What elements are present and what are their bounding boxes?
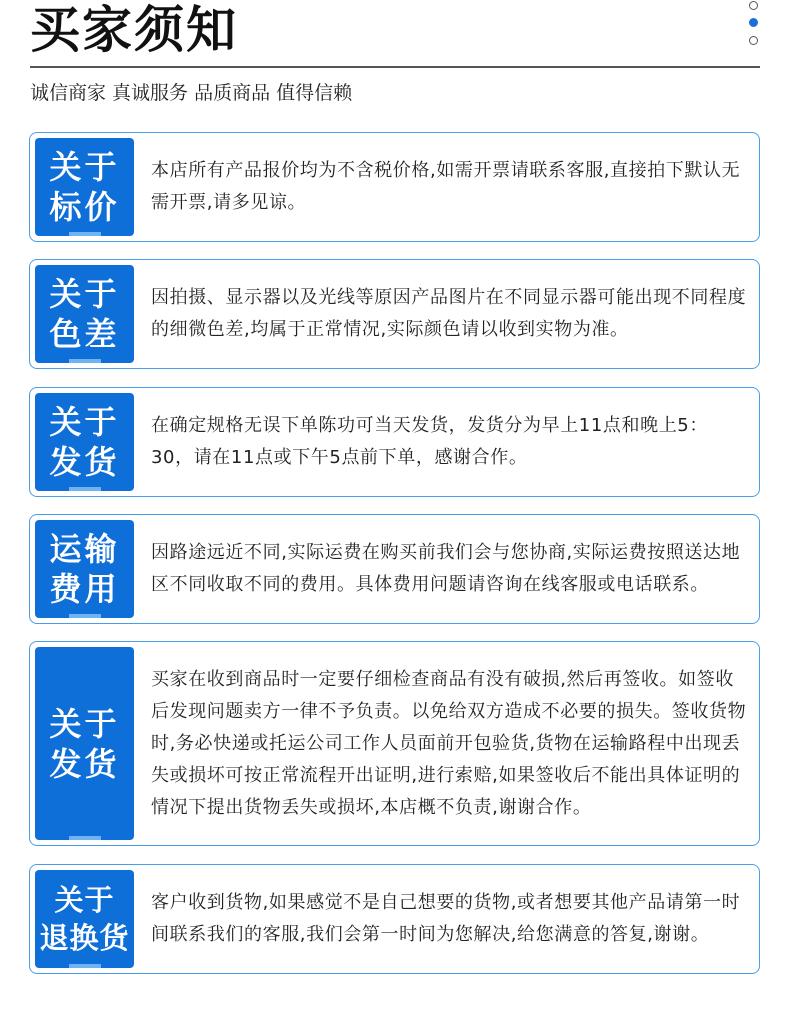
pagination-dot-1[interactable]	[749, 1, 758, 10]
card-label	[35, 265, 134, 363]
page-title: 买家须知	[30, 1, 238, 59]
notice-card-pricing	[29, 132, 760, 242]
card-label	[35, 520, 134, 618]
card-label-accent	[69, 614, 101, 618]
card-text: 客户收到货物,如果感觉不是自己想要的货物,或者想要其他产品请第一时间联系我们的客服,我们会第一时间为您解决,给您满意的答复,谢谢。	[151, 892, 741, 945]
card-text: 买家在收到商品时一定要仔细检查商品有没有破损,然后再签收。如签收后发现问题卖方一律不予负责。以免给双方造成不必要的损失。签收货物时,务必快递或托运公司工作人员面前开包验货,货物在运输路程中出现丢失或损坏可按正常流程开出证明,进行索赔,如果签收后不能出具体证明的情况下提出货物丢失或损坏,本店概不负责,谢谢合作。	[151, 668, 747, 818]
notice-card-returns	[29, 864, 760, 974]
notice-card-color-difference	[29, 259, 760, 369]
card-label-text: 关于 退换货	[39, 883, 130, 955]
card-label-accent	[69, 964, 101, 968]
card-text: 本店所有产品报价均为不含税价格,如需开票请联系客服,直接拍下默认无需开票,请多见谅。	[151, 160, 741, 213]
card-label-text: 运输 费用	[49, 530, 120, 608]
card-text: 因路途远近不同,实际运费在购买前我们会与您协商,实际运费按照送达地区不同收取不同的费用。具体费用问题请咨询在线客服或电话联系。	[151, 542, 741, 595]
card-text: 因拍摄、显示器以及光线等原因产品图片在不同显示器可能出现不同程度的细微色差,均属于正常情况,实际颜色请以收到实物为准。	[151, 287, 747, 340]
card-label	[35, 870, 134, 968]
card-label	[35, 138, 134, 236]
pagination-dot-2-active[interactable]	[749, 18, 758, 27]
card-label	[35, 647, 134, 840]
card-label-accent	[69, 836, 101, 840]
card-label-accent	[69, 359, 101, 363]
card-label-text: 关于 标价	[49, 148, 120, 226]
page-subtitle: 诚信商家 真诚服务 品质商品 值得信赖	[30, 82, 353, 104]
pagination-dots	[749, 0, 761, 50]
card-text: 在确定规格无误下单陈功可当天发货，发货分为早上11点和晚上5：30，请在11点或下午5点前下单，感谢合作。	[151, 415, 708, 468]
notice-card-receiving	[29, 641, 760, 846]
card-label-text: 关于 发货	[49, 403, 120, 481]
notice-card-shipping	[29, 387, 760, 497]
card-label-text: 关于 色差	[49, 275, 120, 353]
pagination-dot-3[interactable]	[749, 36, 758, 45]
card-label-text: 关于 发货	[49, 704, 120, 783]
notice-card-freight	[29, 514, 760, 624]
header-divider	[30, 66, 760, 68]
card-label	[35, 393, 134, 491]
card-label-accent	[69, 232, 101, 236]
card-label-accent	[69, 487, 101, 491]
